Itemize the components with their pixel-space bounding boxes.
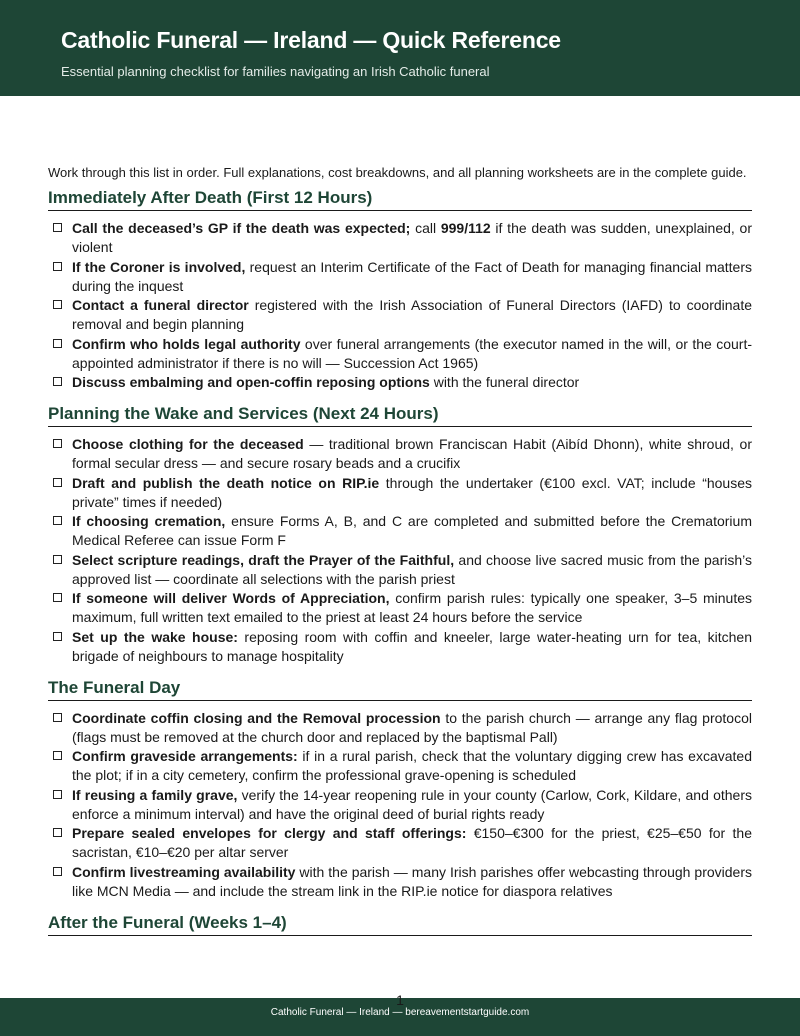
checklist-item[interactable] — [48, 258, 752, 296]
checklist-item[interactable] — [48, 474, 752, 512]
checkbox[interactable] — [53, 516, 62, 525]
checkbox[interactable] — [53, 339, 62, 348]
checklist-item[interactable] — [48, 373, 752, 392]
checklist-item[interactable] — [48, 709, 752, 747]
item-text: if the death was sudden, unexplained, or violent — [72, 220, 752, 255]
item-lead: If the Coroner is involved, — [72, 258, 246, 275]
item-text: reposing room with coffin and kneeler, large water-heating urn for tea, kitchen brigade of neighbours to manage hospitality — [72, 628, 752, 664]
checkbox[interactable] — [53, 593, 62, 602]
section-title: After the Funeral (Weeks 1–4) — [48, 912, 752, 936]
item-text: — traditional brown Franciscan Habit (Aibíd Dhonn), white shroud, or formal secular dress — and secure rosary beads and a crucifix — [72, 436, 752, 471]
item-lead: If reusing a family grave, — [72, 786, 238, 803]
checklist-item[interactable] — [48, 219, 752, 257]
checkbox[interactable] — [53, 478, 62, 487]
item-lead: Confirm graveside arrangements: — [72, 748, 298, 764]
page-number: 1 — [396, 992, 404, 1008]
item-lead: Confirm who holds legal authority — [72, 335, 301, 352]
item-text: €150–€300 for the priest, €25–€50 for the sacristan, €10–€20 per altar server — [72, 825, 752, 860]
item-text: with the parish — many Irish parishes offer webcasting through providers like MCN Media — and include the stream link in the RIP.ie notice for diaspora relatives — [72, 863, 752, 899]
item-lead: Confirm livestreaming availability — [72, 863, 296, 880]
page-subtitle: Essential planning checklist for families navigating an Irish Catholic funeral — [61, 64, 490, 79]
checklist — [48, 435, 752, 666]
checklist-item[interactable] — [48, 512, 752, 550]
checkbox[interactable] — [53, 867, 62, 876]
checkbox[interactable] — [53, 439, 62, 448]
item-text: confirm parish rules: typically one speaker, 3–5 minutes maximum, full written text emailed to the priest at least 24 hours before the service — [72, 590, 752, 625]
checklist-item[interactable] — [48, 589, 752, 627]
item-emphasis: 999/112 — [440, 220, 491, 236]
item-text: through the undertaker (€100 excl. VAT; include “houses private” times if needed) — [72, 474, 753, 510]
item-text: over funeral arrangements (the executor named in the will, or the court-appointed administrator if there is no will — Succession Act 1965) — [72, 335, 753, 371]
footer-text: Catholic Funeral — Ireland — bereavementstartguide.com — [270, 1007, 530, 1018]
checkbox[interactable] — [53, 223, 62, 232]
item-lead: Coordinate coffin closing and the Removal procession — [72, 709, 441, 726]
intro-text: Work through this list in order. Full explanations, cost breakdowns, and all planning worksheets are in the complete guide. — [48, 165, 747, 180]
checklist — [48, 709, 752, 901]
checklist-item[interactable] — [48, 296, 752, 334]
item-lead: Select scripture readings, draft the Prayer of the Faithful, — [72, 551, 455, 568]
section-title: Immediately After Death (First 12 Hours) — [48, 187, 752, 211]
page-header — [0, 0, 800, 96]
checkbox[interactable] — [53, 751, 62, 760]
item-lead: Prepare sealed envelopes for clergy and staff offerings: — [72, 825, 467, 841]
item-lead: Contact a funeral director — [72, 297, 249, 313]
item-text: registered with the Irish Association of Funeral Directors (IAFD) to coordinate removal and begin planning — [72, 297, 752, 332]
item-text: if in a rural parish, check that the voluntary digging crew has excavated the plot; if in a city cemetery, confirm the professional grave-opening is scheduled — [72, 748, 752, 783]
item-text: request an Interim Certificate of the Fact of Death for managing financial matters during the inquest — [72, 258, 752, 294]
item-lead: Discuss embalming and open-coffin reposing options — [72, 374, 430, 390]
item-text: and choose live sacred music from the parish’s approved list — coordinate all selections with the parish priest — [72, 551, 752, 587]
checklist-item[interactable] — [48, 435, 752, 473]
checklist — [48, 219, 752, 392]
item-lead: Call the deceased’s GP if the death was expected; — [72, 220, 411, 236]
item-lead: If someone will deliver Words of Appreciation, — [72, 590, 390, 606]
item-lead: Draft and publish the death notice on RIP.ie — [72, 474, 380, 491]
checkbox[interactable] — [53, 713, 62, 722]
checkbox[interactable] — [53, 262, 62, 271]
checklist-item[interactable] — [48, 335, 752, 373]
checklist-item[interactable] — [48, 863, 752, 901]
item-lead: Set up the wake house: — [72, 628, 238, 645]
checklist-item[interactable] — [48, 786, 752, 824]
item-text: to the parish church — arrange any flag protocol (flags must be removed at the church door and replaced by the baptismal Pall) — [72, 709, 752, 745]
section-title: The Funeral Day — [48, 677, 752, 701]
checklist-item[interactable] — [48, 551, 752, 589]
item-text: call — [410, 220, 441, 236]
checkbox[interactable] — [53, 300, 62, 309]
item-text: with the funeral director — [429, 374, 580, 390]
checklist-item[interactable] — [48, 747, 752, 785]
item-lead: Choose clothing for the deceased — [72, 436, 304, 452]
checkbox[interactable] — [53, 828, 62, 837]
main-content — [48, 163, 752, 936]
item-text: ensure Forms A, B, and C are completed and submitted before the Crematorium Medical Referee can issue Form F — [72, 513, 752, 548]
section-title: Planning the Wake and Services (Next 24 Hours) — [48, 403, 752, 427]
item-lead: If choosing cremation, — [72, 513, 226, 529]
checkbox[interactable] — [53, 790, 62, 799]
checkbox[interactable] — [53, 377, 62, 386]
checkbox[interactable] — [53, 632, 62, 641]
item-text: verify the 14-year reopening rule in your county (Carlow, Cork, Kildare, and others enforce a minimum interval) and have the original deed of burial rights ready — [72, 786, 752, 822]
checklist-item[interactable] — [48, 824, 752, 862]
checkbox[interactable] — [53, 555, 62, 564]
checklist-item[interactable] — [48, 628, 752, 666]
page-title: Catholic Funeral — Ireland — Quick Reference — [61, 27, 561, 53]
